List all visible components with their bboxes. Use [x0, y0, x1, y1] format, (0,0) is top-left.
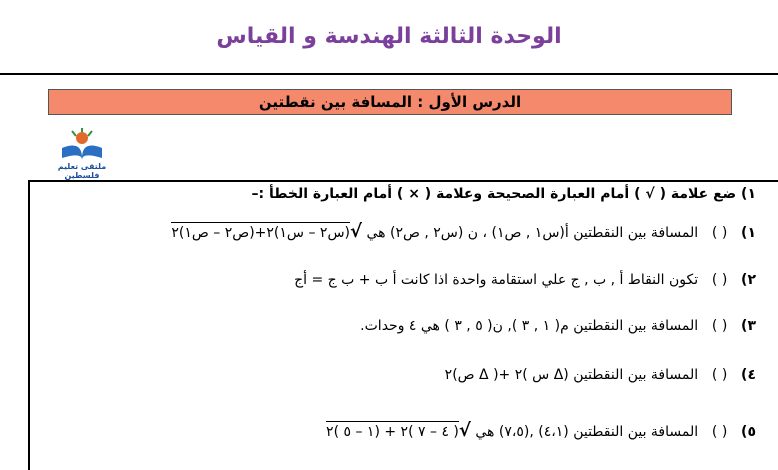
statement-3: [360, 318, 756, 334]
answer-box[interactable]: ( ): [711, 318, 728, 334]
statement-text: المسافة بين النقطتين م( ١ , ٣ ), ن( ٥ , ٣ ) هي ٤ وحدات.: [360, 318, 699, 334]
radical-icon: √: [458, 420, 471, 441]
statement-number: ٣): [741, 318, 756, 334]
top-divider: [0, 73, 778, 75]
formula: ( ٤ – ٧ )٢ + (١ – ٥ )٢: [326, 421, 459, 440]
statement-2: [294, 272, 756, 288]
answer-box[interactable]: ( ): [711, 225, 728, 241]
question-instruction: ١) ضع علامة ( √ ) أمام العبارة الصحيحة وعلامة ( × ) أمام العبارة الخطأ :–: [251, 186, 756, 202]
answer-box[interactable]: ( ): [711, 272, 728, 288]
statement-text: المسافة بين النقطتين (Δ س )٢ +( Δ ص)٢: [444, 367, 699, 383]
answer-box[interactable]: ( ): [711, 367, 728, 383]
statement-1: [171, 221, 756, 242]
left-border: [28, 180, 30, 470]
lesson-title-box: الدرس الأول : المسافة بين نقطتين: [48, 89, 732, 115]
radical-icon: √: [350, 221, 363, 242]
statement-4: [445, 367, 756, 383]
logo: [48, 128, 116, 180]
statement-text: تكون النقاط أ , ب , ج علي استقامة واحدة اذا كانت أ ب + ب ج = أج: [294, 272, 699, 288]
statement-number: ٢): [741, 272, 756, 288]
statement-number: ٤): [741, 367, 756, 383]
statement-number: ١): [741, 225, 756, 241]
section-divider: [28, 180, 778, 182]
statement-text: المسافة بين النقطتين (٤،١) ,(٧،٥) هي: [475, 424, 699, 440]
page-title: الوحدة الثالثة الهندسة و القياس: [216, 24, 562, 49]
answer-box[interactable]: ( ): [711, 424, 728, 440]
book-logo-icon: [48, 128, 116, 162]
statement-number: ٥): [741, 424, 756, 440]
statement-text: المسافة بين النقطتين أ(س١ , ص١) ، ن (س٢ , ص٢) هي: [366, 225, 699, 241]
statement-5: [326, 420, 756, 441]
logo-text: ملتقى تعليم فلسطين: [57, 162, 107, 180]
formula: (س٢ – س١)٢+(ص٢ – ص١)٢: [171, 222, 350, 241]
